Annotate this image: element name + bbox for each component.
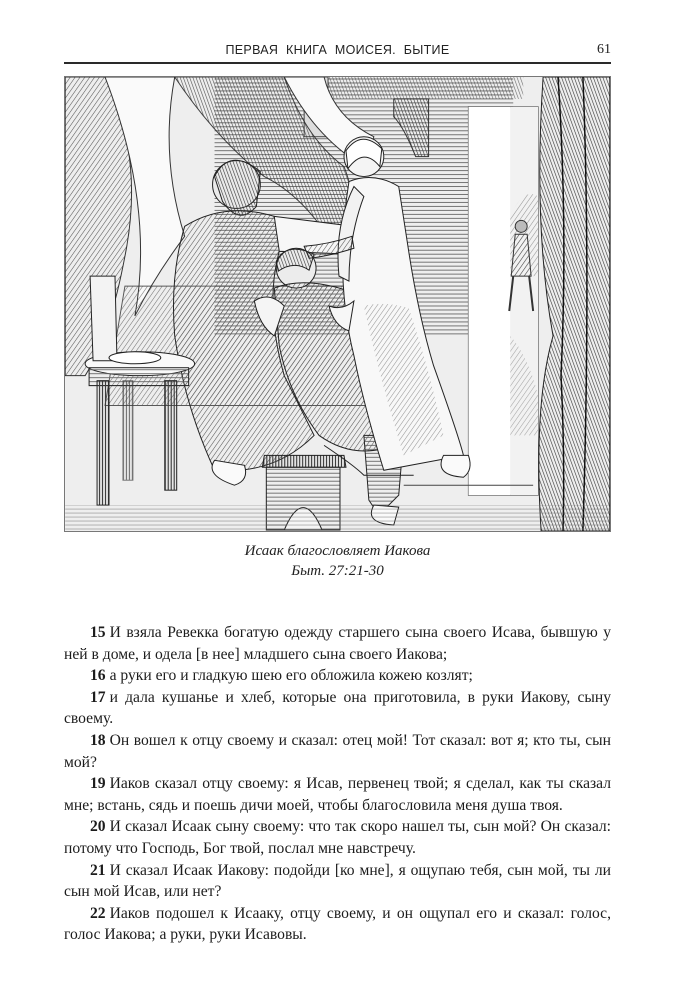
verse-number: 20 <box>90 818 106 836</box>
verse-number: 22 <box>90 904 106 922</box>
verse-number: 21 <box>90 861 106 879</box>
verse-number: 16 <box>90 667 106 685</box>
scripture-text <box>64 622 611 946</box>
engraving-drawing <box>65 77 610 531</box>
verse <box>64 687 611 730</box>
verse <box>64 730 611 773</box>
verse <box>64 622 611 665</box>
verse <box>64 816 611 859</box>
verse <box>64 903 611 946</box>
verse-text: а руки его и гладкую шею его обложила кожею козлят; <box>109 667 473 685</box>
verse-text: Он вошел к отцу своему и сказал: отец мой! Тот сказал: вот я; кто ты, сын мой? <box>64 731 611 771</box>
verse-number: 15 <box>90 624 106 641</box>
verse-text: Иаков подошел к Исааку, отцу своему, и он ощупал его и сказал: голос, голос Иакова; а руки, руки Исавовы. <box>64 904 611 944</box>
verse <box>64 860 611 903</box>
verse-number: 19 <box>90 775 106 793</box>
verse <box>64 665 611 687</box>
verse-number: 18 <box>90 731 106 749</box>
verse-text: И взяла Ревекка богатую одежду старшего сына своего Исава, бывшую у ней в доме, и одела [в нее] младшего сына своего Иакова; <box>64 624 611 663</box>
verse-number: 17 <box>90 688 106 706</box>
page-number: 61 <box>597 42 611 57</box>
verse <box>64 773 611 816</box>
running-title: ПЕРВАЯ КНИГА МОИСЕЯ. БЫТИЕ <box>225 43 450 57</box>
engraving-illustration <box>64 76 611 532</box>
caption-reference: Быт. 27:21-30 <box>291 563 384 579</box>
running-head <box>64 40 611 62</box>
illustration-caption <box>64 541 611 581</box>
verse-text: и дала кушанье и хлеб, которые она приготовила, в руки Иакову, сыну своему. <box>64 688 611 728</box>
caption-title: Исаак благословляет Иакова <box>244 543 431 559</box>
verse-text: И сказал Исаак сыну своему: что так скоро нашел ты, сын мой? Он сказал: потому что Господь, Бог твой, послал мне навстречу. <box>64 818 611 857</box>
verse-text: И сказал Исаак Иакову: подойди [ко мне], я ощупаю тебя, сын мой, ты ли сын мой Исав, или нет? <box>64 861 611 901</box>
header-rule <box>64 62 611 64</box>
verse-text: Иаков сказал отцу своему: я Исав, первенец твой; я сделал, как ты сказал мне; встань, сядь и поешь дичи моей, чтобы благословила меня душа твоя. <box>64 775 611 814</box>
